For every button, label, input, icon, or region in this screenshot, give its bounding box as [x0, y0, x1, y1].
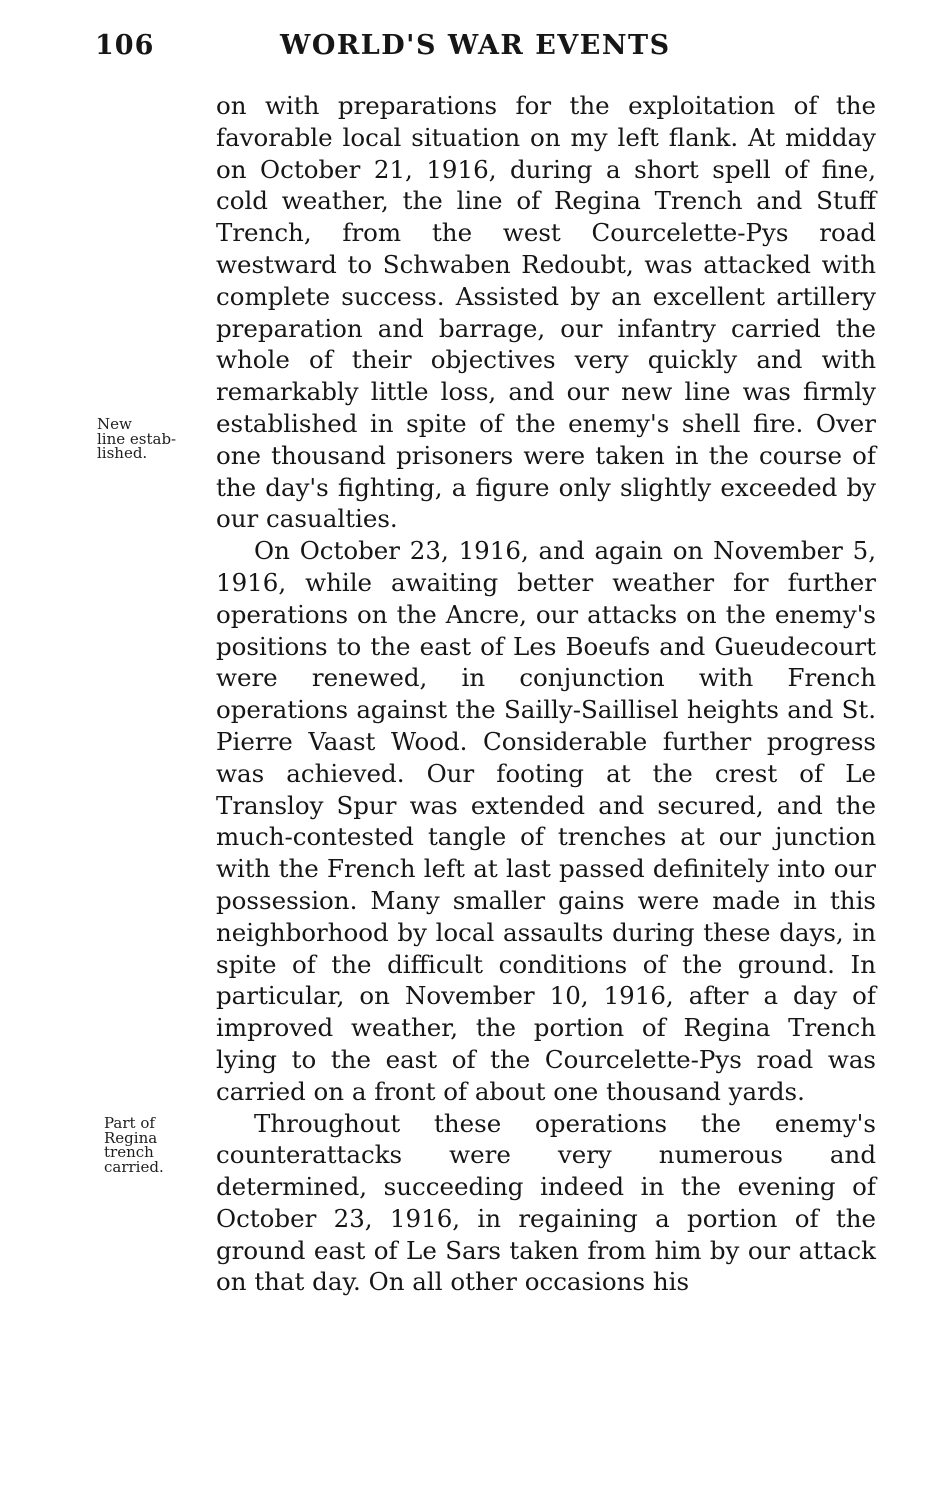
- margin-note-new-line-established: New line estab- lished.: [97, 415, 177, 462]
- paragraph-counterattacks: Throughout these operations the enemy's counterattacks were very numerous and determined, succeeding indeed in the evening of October 23, 1916, in regaining a portion of the ground east of Le Sars taken from him by our attack on that day. On all other occasions his: [216, 1108, 876, 1297]
- margin-note-regina-trench-carried: Part of Regina trench carried.: [104, 1114, 164, 1176]
- page-header: [95, 30, 875, 70]
- running-head: WORLD'S WAR EVENTS: [280, 30, 671, 61]
- body-text: [216, 90, 876, 1298]
- page-number: 106: [95, 30, 155, 61]
- paragraph-continuation: on with preparations for the exploitation of the favorable local situation on my left flank. At midday on October 21, 1916, during a short spell of fine, cold weather, the line of Regina Trench and Stuff Trench, from the west Courcelette-Pys road westward to Schwaben Redoubt, was attacked with complete success. Assisted by an excellent artillery preparation and barrage, our infantry carried the whole of their objectives very quickly and with remarkably little loss, and our new line was firmly established in spite of the enemy's shell fire. Over one thousand prisoners were taken in the course of the day's fighting, a figure only slightly exceeded by our casualties.: [216, 91, 876, 534]
- paragraph-october-23: On October 23, 1916, and again on November 5, 1916, while awaiting better weather for further operations on the Ancre, our attacks on the enemy's positions to the east of Les Boeufs and Gueudecourt were renewed, in conjunction with French operations against the Sailly-Saillisel heights and St. Pierre Vaast Wood. Considerable further progress was achieved. Our footing at the crest of Le Transloy Spur was extended and secured, and the much-contested tangle of trenches at our junction with the French left at last passed definitely into our possession. Many smaller gains were made in this neighborhood by local assaults during these days, in spite of the difficult conditions of the ground. In particular, on November 10, 1916, after a day of improved weather, the portion of Regina Trench lying to the east of the Courcelette-Pys road was carried on a front of about one thousand yards.: [216, 536, 876, 1106]
